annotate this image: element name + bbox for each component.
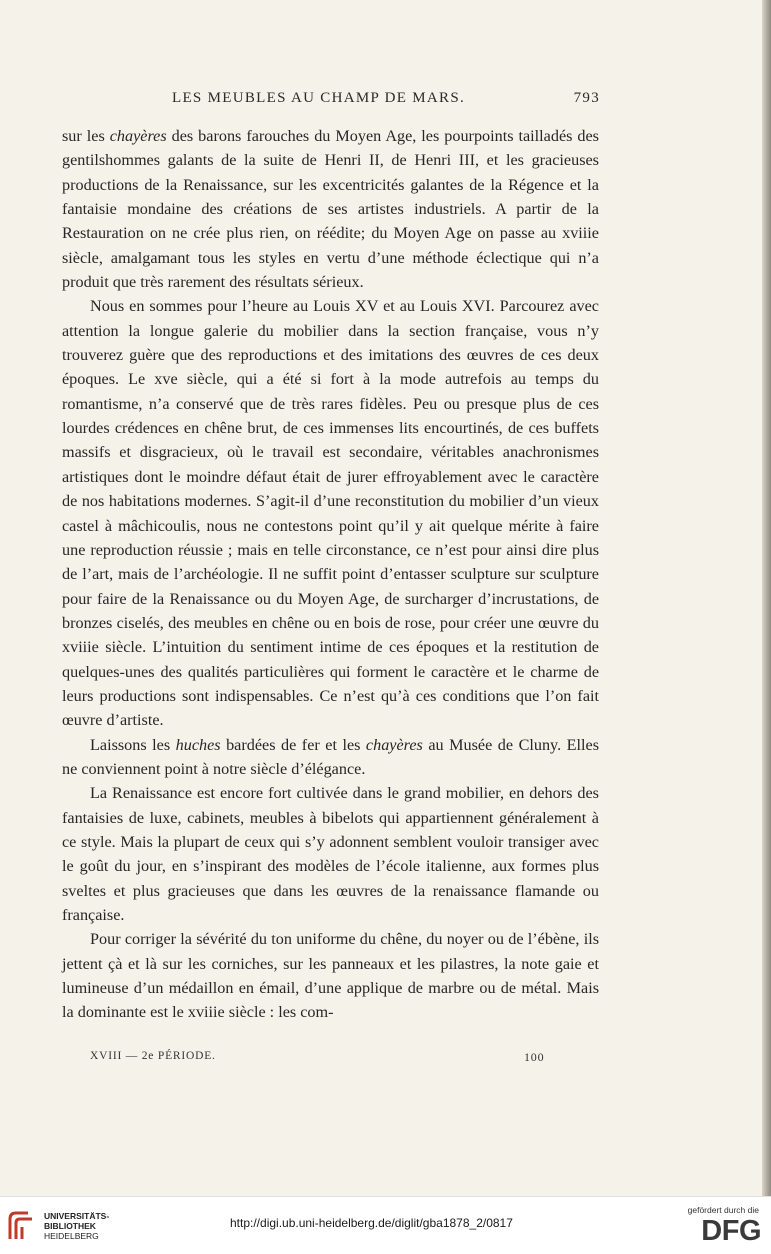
university-logo-icon: [6, 1209, 38, 1243]
paragraph-text: des barons farouches du Moyen Age, les pourpoints tailladés des gentilshommes galants de la suite de Henri II, de Henri III, et les gracieuses productions de la Renaissance, sur les excentricités galantes de la Régence et la fantaisie mondaine des créations de ses artistes industriels. A partir de la Restauration on ne crée plus rien, on réédite; du Moyen Age on passe au xviiie siècle, amalgamant tous les styles en vertu d’une méthode éclectique qui n’a produit que très rarement des résultats sérieux.: [62, 127, 599, 292]
paragraph-text: sur les: [62, 127, 110, 145]
paragraph-text: Pour corriger la sévérité du ton uniforme du chêne, du noyer ou de l’ébène, ils jettent çà et là sur les corniches, sur les panneaux et les pilastres, la note gaie et lumineuse d’un médaillon en émail, d’une applique de marbre ou de métal. Mais la dominante est le xviiie siècle : les com-: [62, 930, 599, 1022]
paragraph: [62, 781, 599, 927]
permalink-url[interactable]: http://digi.ub.uni-heidelberg.de/diglit/gba1878_2/0817: [230, 1216, 513, 1230]
header-page-number: 793: [573, 90, 600, 106]
library-line-3: HEIDELBERG: [44, 1231, 99, 1241]
paragraph-text: Laissons les: [90, 735, 176, 754]
library-name[interactable]: [44, 1211, 109, 1241]
italic-term: huches: [175, 735, 221, 754]
paragraph: [62, 124, 599, 294]
paragraph-text: Nous en sommes pour l’heure au Louis XV et au Louis XVI. Parcourez avec attention la longue galerie du mobilier dans la section française, vous n’y trouverez guère que des reproductions et des imitations des œuvres de ces deux époques. Le xve siècle, qui a été si fort à la mode autrefois au temps du romantisme, n’a conservé que de très rares fidèles. Peu ou presque plus de ces lourdes crédences en chêne brut, de ces immenses lits encourtinés, de ces buffets massifs et disgracieux, où le travail est secondaire, véritables anachronismes artistiques dont le moindre défaut était de jurer effroyablement avec le caractère de nos habitations modernes. S’agit-il d’une reconstitution du mobilier d’un vieux castel à mâchicoulis, nous ne contestons point qu’il y ait quelque mérite à faire une reproduction réussie ; mais en telle circonstance, ce n’est pour ainsi dire plus de l’art, mais de l’archéologie. Il ne suffit point d’entasser sculpture sur sculpture pour faire de la Renaissance ou du Moyen Age, de surcharger d’incrustations, de bronzes ciselés, des meubles en chêne ou en bois de rose, pour créer une œuvre du xviiie siècle. L’intuition du sentiment intime de ces époques et la restitution de quelques-unes des qualités particulières qui forment le caractère et le charme de leurs productions sont indispensables. Ce n’est qu’à ces conditions que l’on fait œuvre d’artiste.: [62, 297, 599, 730]
page-edge: [762, 0, 771, 1196]
library-line-1: UNIVERSITÄTS-: [44, 1211, 110, 1221]
funding-caption: gefördert durch die: [687, 1205, 759, 1215]
footer-bar: [0, 1196, 771, 1254]
paragraph-text: bardées de fer et les: [220, 735, 366, 754]
paragraph: [62, 927, 599, 1024]
paragraph-text: La Renaissance est encore fort cultivée dans le grand mobilier, en dehors des fantaisies de luxe, cabinets, meubles à bibelots qui appartiennent généralement à ce style. Mais la plupart de ceux qui s’y adonnent semblent vouloir transiger avec le goût du jour, en s’inspirant des modèles de l’école italienne, aux formes plus sveltes et plus gracieuses que dans les œuvres de la renaissance flamande ou française.: [62, 784, 599, 924]
italic-term: chayères: [109, 127, 167, 145]
paragraph-text: au Musée de Cluny. Elles ne conviennent point à notre siècle d’élégance.: [62, 735, 599, 778]
header-title: LES MEUBLES AU CHAMP DE MARS.: [172, 90, 466, 106]
paragraph: [62, 733, 599, 782]
body-text: [62, 124, 599, 1025]
running-header: [172, 90, 600, 107]
signature-label: XVIII — 2e PÉRIODE.: [90, 1050, 216, 1062]
italic-term: chayères: [365, 735, 423, 754]
signature-number: 100: [524, 1050, 545, 1064]
paragraph: [62, 294, 599, 732]
library-line-2: BIBLIOTHEK: [44, 1221, 96, 1231]
signature-line: [90, 1050, 545, 1064]
dfg-logo[interactable]: DFG: [701, 1215, 761, 1247]
